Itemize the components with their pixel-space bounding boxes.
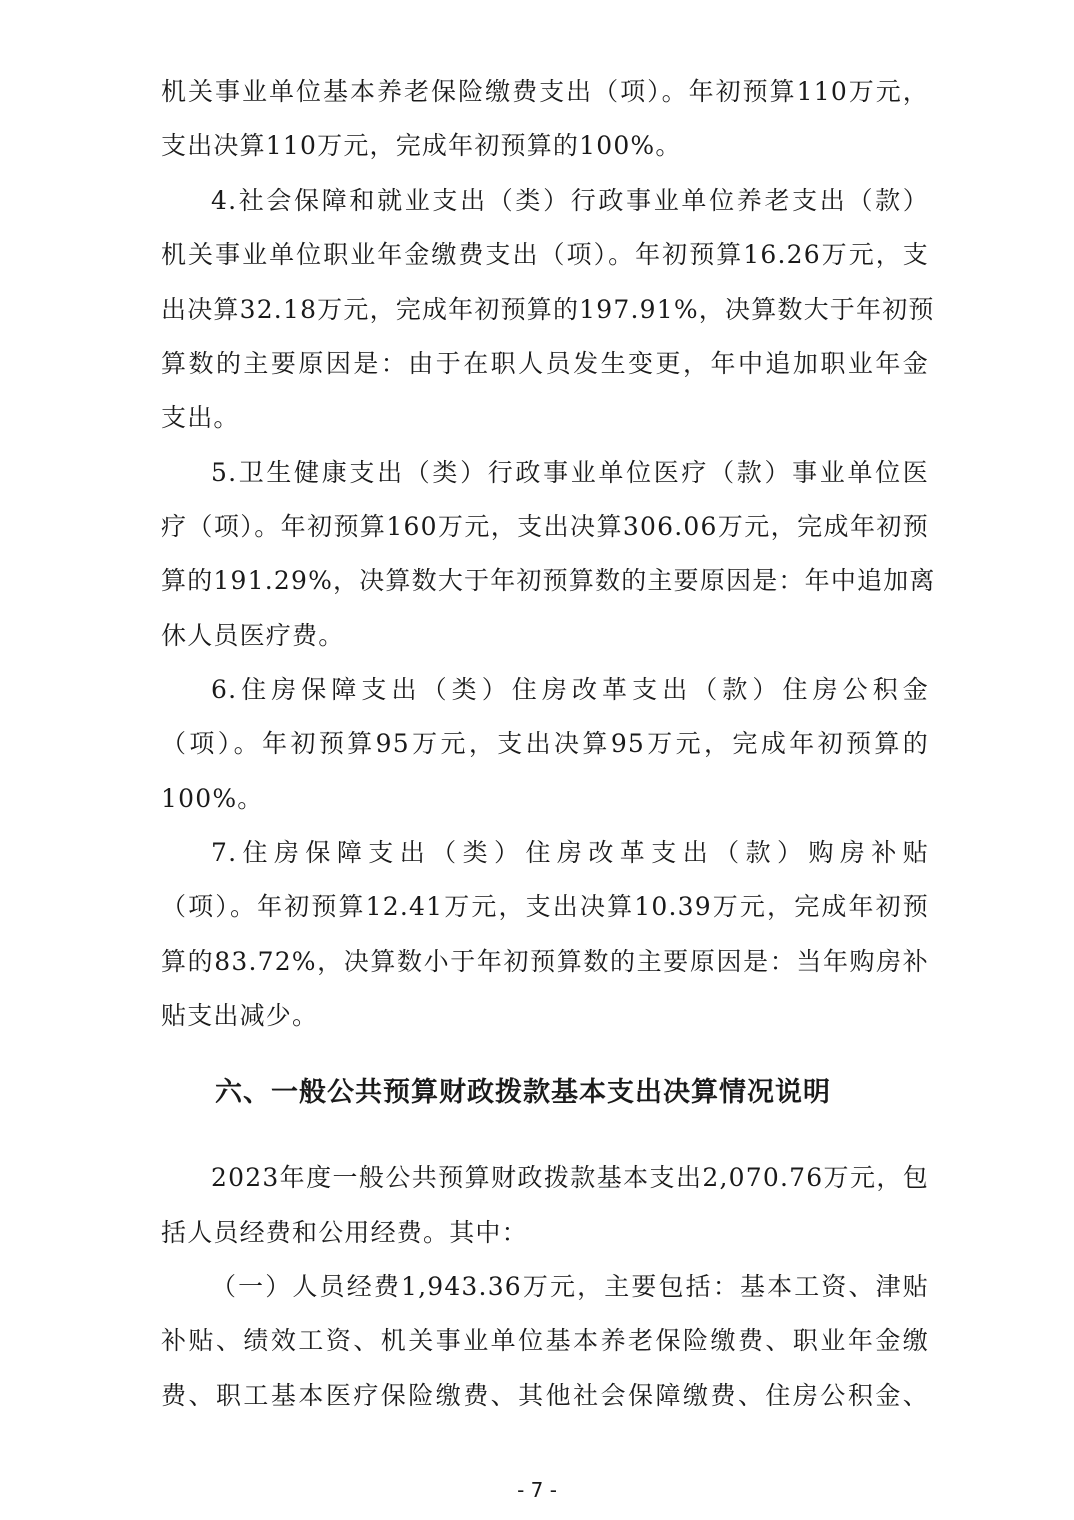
paragraph-4-start: 4.社会保障和就业支出（类）行政事业单位养老支出（款） bbox=[211, 186, 929, 215]
text-line: 支出。 bbox=[161, 403, 240, 432]
text-line: 算的191.29%，决算数大于年初预算数的主要原因是：年中追加离 bbox=[161, 566, 936, 595]
text-line: 费、职工基本医疗保险缴费、其他社会保障缴费、住房公积金、 bbox=[161, 1381, 929, 1410]
text-line: 疗（项）。年初预算160万元，支出决算306.06万元，完成年初预 bbox=[161, 512, 929, 541]
text-line: （项）。年初预算95万元，支出决算95万元，完成年初预算的 bbox=[161, 729, 929, 758]
text-line: 休人员医疗费。 bbox=[161, 621, 345, 650]
paragraph-5-start: 5.卫生健康支出（类）行政事业单位医疗（款）事业单位医 bbox=[211, 458, 929, 487]
paragraph-6-start: 6.住房保障支出（类）住房改革支出（款）住房公积金 bbox=[211, 675, 929, 704]
text-line: 100%。 bbox=[161, 784, 264, 813]
paragraph-summary-start: 2023年度一般公共预算财政拨款基本支出2,070.76万元，包 bbox=[211, 1163, 929, 1192]
text-line: 算数的主要原因是：由于在职人员发生变更，年中追加职业年金 bbox=[161, 349, 929, 378]
text-line: 机关事业单位基本养老保险缴费支出（项）。年初预算110万元， bbox=[161, 77, 929, 106]
page-number: - 7 - bbox=[517, 1478, 557, 1502]
text-line: 贴支出减少。 bbox=[161, 1001, 319, 1030]
section-heading: 六、一般公共预算财政拨款基本支出决算情况说明 bbox=[215, 1077, 831, 1108]
paragraph-personnel-start: （一）人员经费1,943.36万元，主要包括：基本工资、津贴 bbox=[211, 1272, 929, 1301]
text-line: 支出决算110万元，完成年初预算的100%。 bbox=[161, 131, 682, 160]
text-line: （项）。年初预算12.41万元，支出决算10.39万元，完成年初预 bbox=[161, 892, 929, 921]
text-line: 出决算32.18万元，完成年初预算的197.91%，决算数大于年初预 bbox=[161, 295, 935, 324]
text-line: 补贴、绩效工资、机关事业单位基本养老保险缴费、职业年金缴 bbox=[161, 1326, 929, 1355]
text-line: 算的83.72%，决算数小于年初预算数的主要原因是：当年购房补 bbox=[161, 947, 929, 976]
paragraph-7-start: 7.住房保障支出（类）住房改革支出（款）购房补贴 bbox=[211, 838, 929, 867]
text-line: 机关事业单位职业年金缴费支出（项）。年初预算16.26万元，支 bbox=[161, 240, 929, 269]
text-line: 括人员经费和公用经费。其中： bbox=[161, 1218, 528, 1247]
